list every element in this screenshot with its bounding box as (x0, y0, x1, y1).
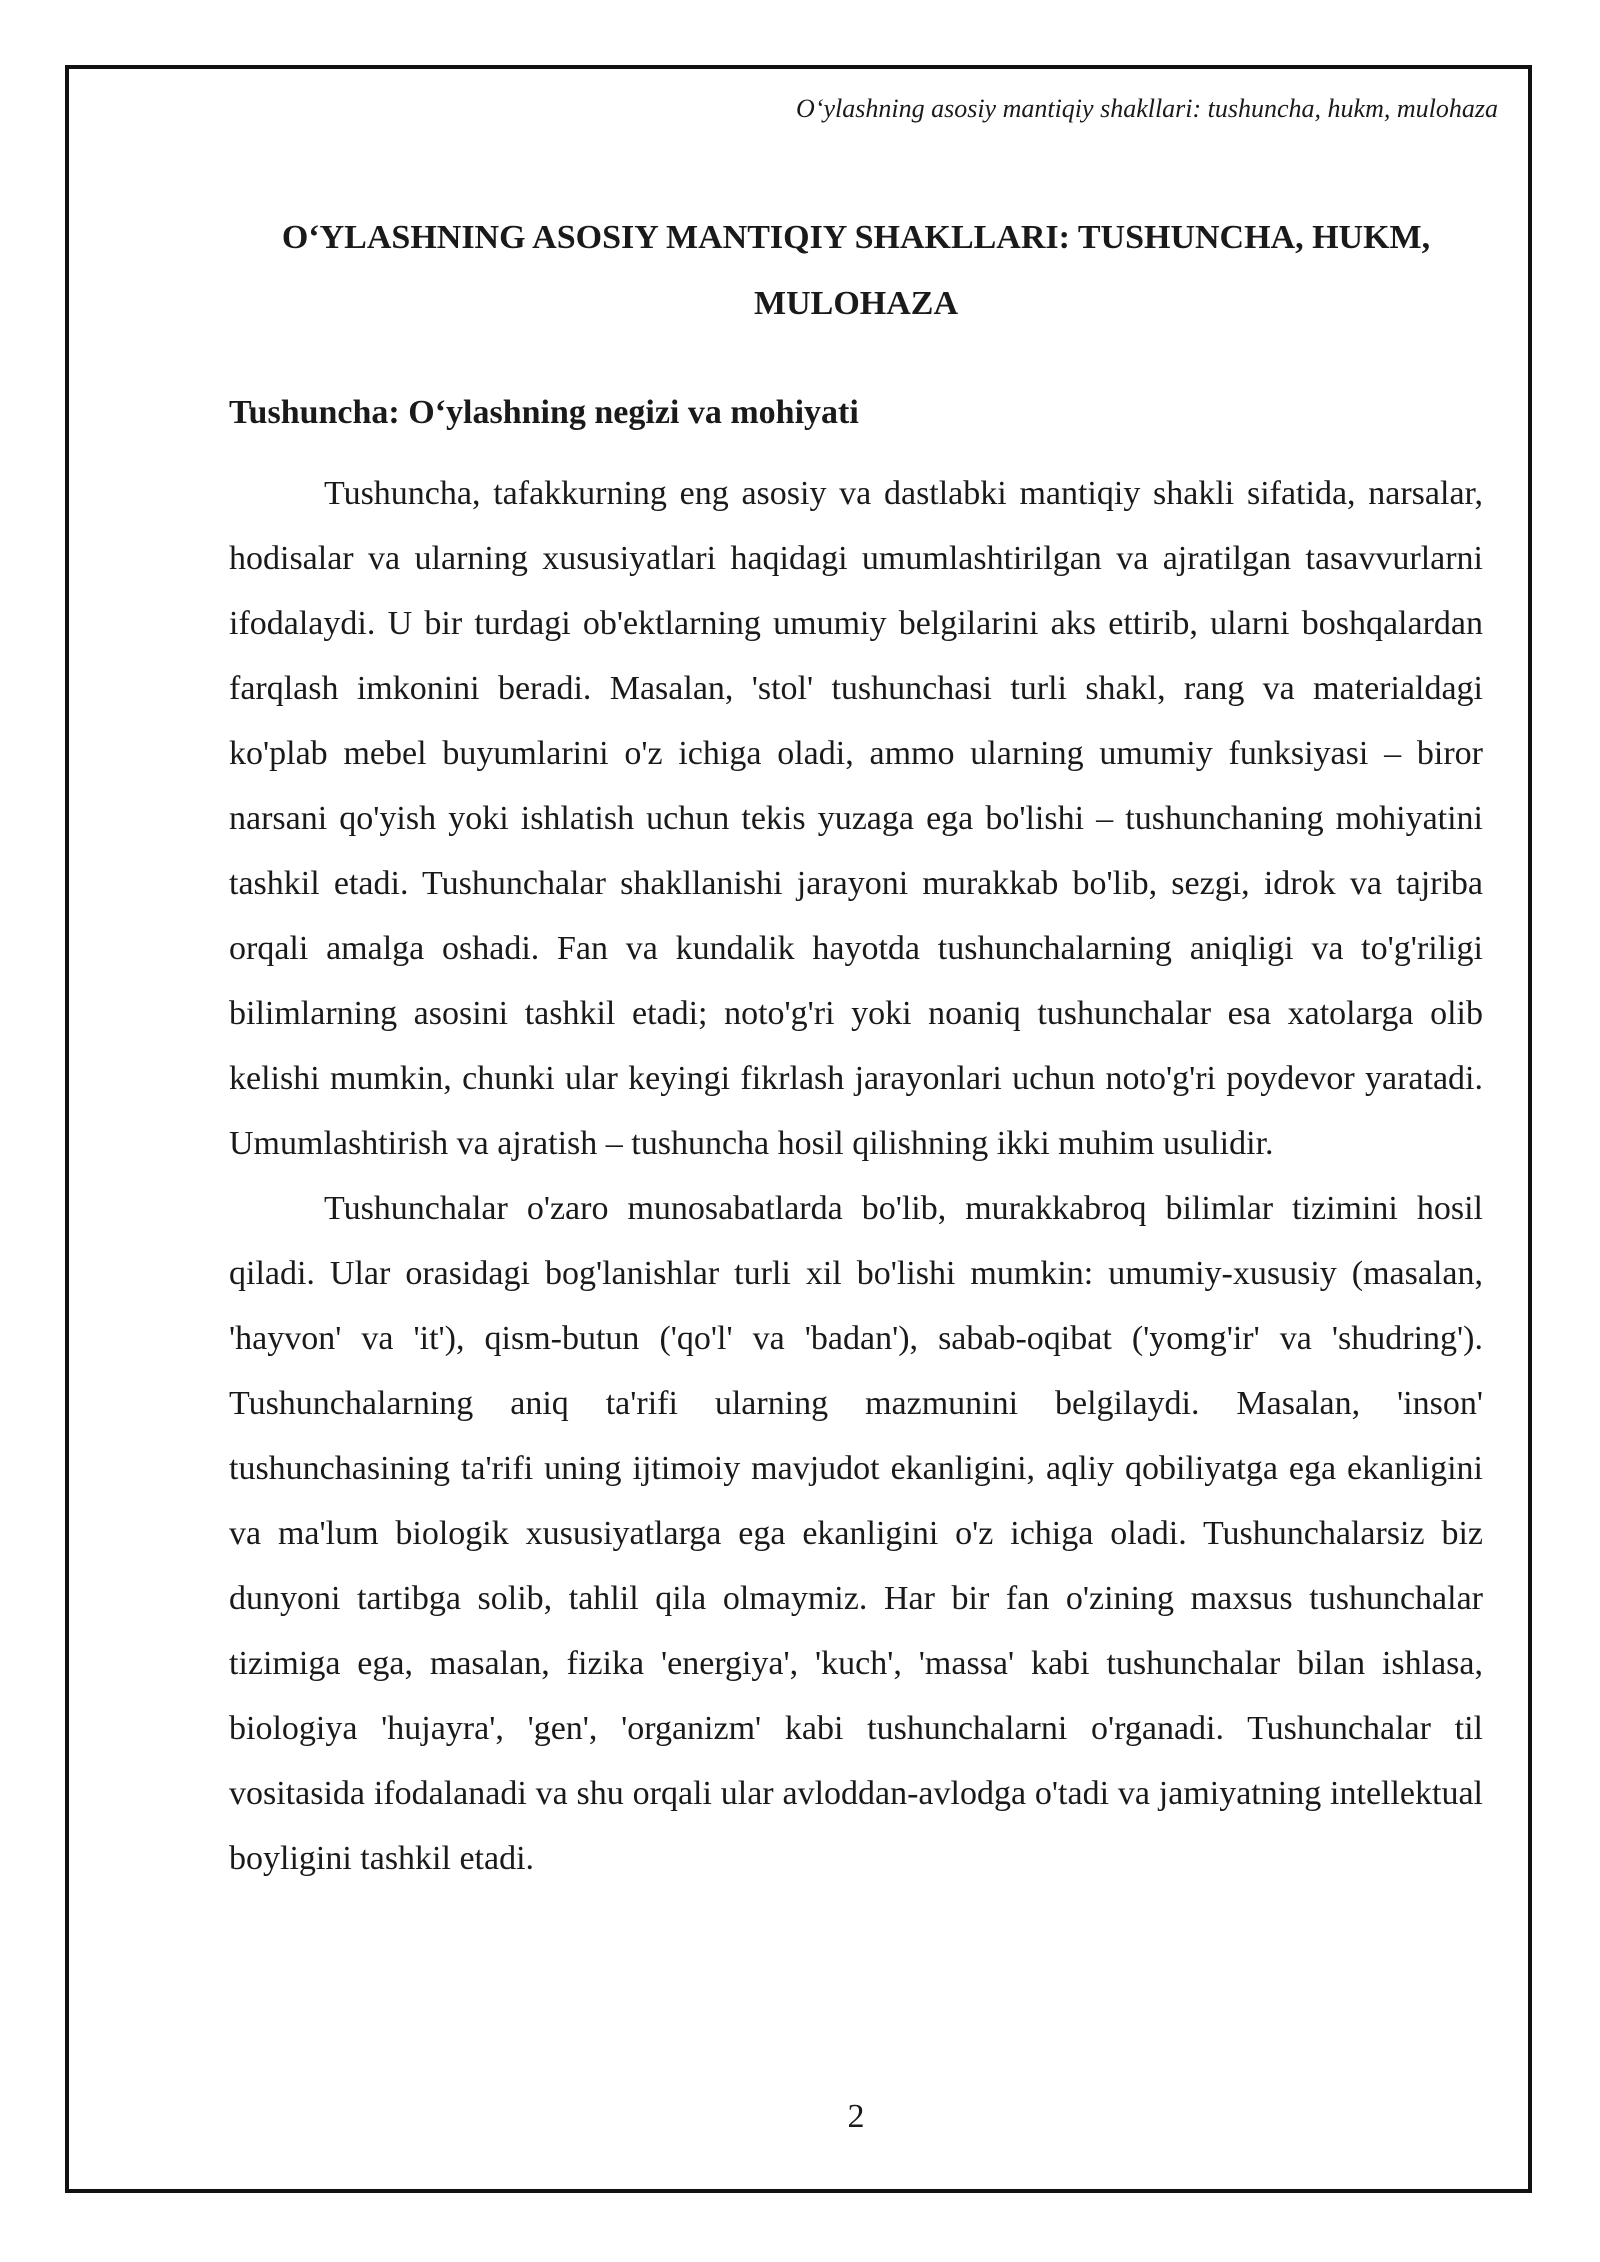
paragraph: Tushuncha, tafakkurning eng asosiy va dastlabki mantiqiy shakli sifatida, narsalar, hodisalar va ularning xususiyatlari haqidagi umumlashtirilgan va ajratilgan tasavvurlarni ifodalaydi. U bir turdagi ob'ektlarning umumiy belgilarini aks ettirib, ularni boshqalardan farqlash imkonini beradi. Masalan, 'stol' tushunchasi turli shakl, rang va materialdagi ko'plab mebel buyumlarini o'z ichiga oladi, ammo ularning umumiy funksiyasi – biror narsani qo'yish yoki ishlatish uchun tekis yuzaga ega bo'lishi – tushunchaning mohiyatini tashkil etadi. Tushunchalar shakllanishi jarayoni murakkab bo'lib, sezgi, idrok va tajriba orqali amalga oshadi. Fan va kundalik hayotda tushunchalarning aniqligi va to'g'riligi bilimlarning asosini tashkil etadi; noto'g'ri yoki noaniq tushunchalar esa xatolarga olib kelishi mumkin, chunki ular keyingi fikrlash jarayonlari uchun noto'g'ri poydevor yaratadi. Umumlashtirish va ajratish – tushuncha hosil qilishning ikki muhim usulidir. (229, 475, 1483, 1162)
body-text (229, 461, 1483, 1891)
running-header: O‘ylashning asosiy mantiqiy shakllari: tushuncha, hukm, mulohaza (796, 94, 1498, 123)
document-title: O‘YLASHNING ASOSIY MANTIQIY SHAKLLARI: TUSHUNCHA, HUKM, MULOHAZA (281, 219, 1431, 322)
page-number: 2 (847, 2098, 865, 2135)
paragraph: Tushunchalar o'zaro munosabatlarda bo'lib, murakkabroq bilimlar tizimini hosil qiladi. Ular orasidagi bog'lanishlar turli xil bo'lishi mumkin: umumiy-xususiy (masalan, 'hayvon' va 'it'), qism-butun ('qo'l' va 'badan'), sabab-oqibat ('yomg'ir' va 'shudring'). Tushunchalarning aniq ta'rifi ularning mazmunini belgilaydi. Masalan, 'inson' tushunchasining ta'rifi uning ijtimoiy mavjudot ekanligini, aqliy qobiliyatga ega ekanligini va ma'lum biologik xususiyatlarga ega ekanligini o'z ichiga oladi. Tushunchalarsiz biz dunyoni tartibga solib, tahlil qila olmaymiz. Har bir fan o'zining maxsus tushunchalar tizimiga ega, masalan, fizika 'energiya', 'kuch', 'massa' kabi tushunchalar bilan ishlasa, biologiya 'hujayra', 'gen', 'organizm' kabi tushunchalarni o'rganadi. Tushunchalar til vositasida ifodalanadi va shu orqali ular avloddan-avlodga o'tadi va jamiyatning intellektual boyligini tashkil etadi. (229, 1190, 1483, 1877)
section-heading: Tushuncha: O‘ylashning negizi va mohiyati (229, 394, 859, 431)
